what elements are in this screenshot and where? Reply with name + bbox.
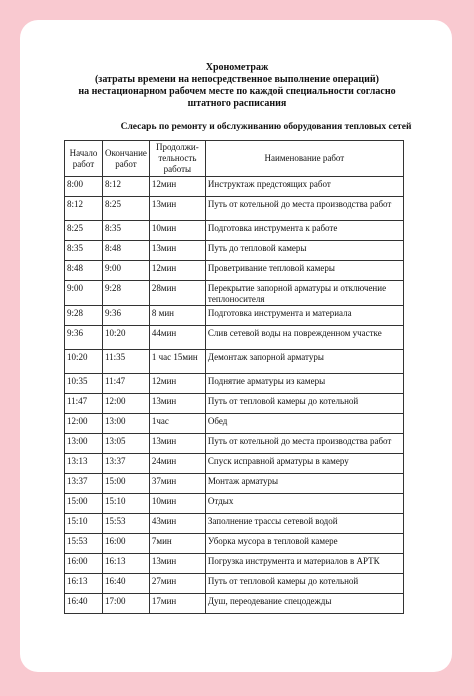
table-row [65, 350, 404, 374]
cell-work-name: Перекрытие запорной арматуры и отключение теплоносителя [205, 281, 403, 306]
cell-start: 15:53 [65, 534, 103, 554]
doc-title-line: (затраты времени на непосредственное выполнение операций) [94, 74, 380, 85]
cell-duration: 10мин [149, 494, 205, 514]
cell-work-name: Путь до тепловой камеры [205, 241, 403, 261]
cell-work-name: Проветривание тепловой камеры [205, 261, 403, 281]
cell-start: 13:13 [65, 454, 103, 474]
cell-duration: 12мин [149, 261, 205, 281]
header-name: Наименование работ [205, 141, 403, 177]
table-row [65, 241, 404, 261]
cell-start: 15:00 [65, 494, 103, 514]
cell-duration: 1 час 15мин [149, 350, 205, 374]
cell-work-name: Поднятие арматуры из камеры [205, 374, 403, 394]
table-row [65, 434, 404, 454]
cell-start: 8:48 [65, 261, 103, 281]
cell-duration: 7мин [149, 534, 205, 554]
cell-end: 15:10 [103, 494, 150, 514]
cell-start: 12:00 [65, 414, 103, 434]
cell-start: 11:47 [65, 394, 103, 414]
cell-duration: 13мин [149, 554, 205, 574]
cell-duration: 13мин [149, 197, 205, 221]
table-row [65, 554, 404, 574]
cell-start: 8:00 [65, 177, 103, 197]
cell-work-name: Отдых [205, 494, 403, 514]
cell-end: 8:25 [103, 197, 150, 221]
cell-start: 16:00 [65, 554, 103, 574]
cell-duration: 27мин [149, 574, 205, 594]
table-row [65, 414, 404, 434]
timing-table [64, 140, 404, 614]
cell-start: 9:36 [65, 326, 103, 350]
cell-work-name: Путь от котельной до места производства работ [205, 197, 403, 221]
cell-work-name: Заполнение трассы сетевой водой [205, 514, 403, 534]
cell-end: 16:40 [103, 574, 150, 594]
cell-work-name: Душ, переодевание спецодежды [205, 594, 403, 614]
table-row [65, 494, 404, 514]
cell-duration: 24мин [149, 454, 205, 474]
table-row [65, 261, 404, 281]
table-row [65, 281, 404, 306]
cell-duration: 17мин [149, 594, 205, 614]
cell-end: 9:36 [103, 306, 150, 326]
cell-duration: 13мин [149, 434, 205, 454]
cell-duration: 12мин [149, 374, 205, 394]
cell-duration: 10мин [149, 221, 205, 241]
cell-start: 15:10 [65, 514, 103, 534]
cell-end: 15:53 [103, 514, 150, 534]
cell-work-name: Подготовка инструмента и материала [205, 306, 403, 326]
cell-work-name: Путь от тепловой камеры до котельной [205, 574, 403, 594]
doc-title-line: на нестационарном рабочем месте по каждой специальности согласно [78, 86, 396, 97]
table-row [65, 306, 404, 326]
table-row [65, 574, 404, 594]
cell-duration: 13мин [149, 241, 205, 261]
cell-start: 10:20 [65, 350, 103, 374]
cell-start: 13:00 [65, 434, 103, 454]
cell-start: 16:13 [65, 574, 103, 594]
cell-duration: 43мин [149, 514, 205, 534]
header-duration: Продолжи-тельность работы [149, 141, 205, 177]
cell-end: 8:35 [103, 221, 150, 241]
cell-end: 11:47 [103, 374, 150, 394]
cell-work-name: Демонтаж запорной арматуры [205, 350, 403, 374]
header-start: Начало работ [65, 141, 103, 177]
cell-duration: 44мин [149, 326, 205, 350]
cell-work-name: Путь от тепловой камеры до котельной [205, 394, 403, 414]
cell-duration: 28мин [149, 281, 205, 306]
cell-duration: 12мин [149, 177, 205, 197]
cell-work-name: Слив сетевой воды на поврежденном участке [205, 326, 403, 350]
cell-end: 16:13 [103, 554, 150, 574]
cell-work-name: Уборка мусора в тепловой камере [205, 534, 403, 554]
header-end: Окончание работ [103, 141, 150, 177]
cell-work-name: Спуск исправной арматуры в камеру [205, 454, 403, 474]
table-row [65, 394, 404, 414]
cell-duration: 13мин [149, 394, 205, 414]
cell-work-name: Обед [205, 414, 403, 434]
cell-duration: 1час [149, 414, 205, 434]
cell-end: 12:00 [103, 394, 150, 414]
cell-start: 8:25 [65, 221, 103, 241]
doc-title-line: штатного расписания [187, 98, 287, 109]
table-row [65, 514, 404, 534]
cell-end: 8:12 [103, 177, 150, 197]
cell-end: 16:00 [103, 534, 150, 554]
cell-start: 10:35 [65, 374, 103, 394]
doc-subtitle: Слесарь по ремонту и обслуживанию оборудования тепловых сетей [120, 122, 412, 132]
cell-duration: 8 мин [149, 306, 205, 326]
cell-work-name: Путь от котельной до места производства работ [205, 434, 403, 454]
cell-end: 13:37 [103, 454, 150, 474]
table-row [65, 197, 404, 221]
table-row [65, 594, 404, 614]
cell-end: 13:00 [103, 414, 150, 434]
cell-start: 16:40 [65, 594, 103, 614]
cell-work-name: Погрузка инструмента и материалов в АРТК [205, 554, 403, 574]
cell-end: 13:05 [103, 434, 150, 454]
cell-start: 13:37 [65, 474, 103, 494]
cell-work-name: Инструктаж предстоящих работ [205, 177, 403, 197]
cell-end: 9:28 [103, 281, 150, 306]
table-row [65, 326, 404, 350]
table-row [65, 534, 404, 554]
cell-end: 15:00 [103, 474, 150, 494]
table-row [65, 221, 404, 241]
cell-work-name: Подготовка инструмента к работе [205, 221, 403, 241]
table-header-row [65, 141, 404, 177]
doc-title: Хронометраж [205, 62, 269, 73]
cell-end: 11:35 [103, 350, 150, 374]
table-row [65, 374, 404, 394]
cell-end: 8:48 [103, 241, 150, 261]
cell-start: 8:35 [65, 241, 103, 261]
cell-work-name: Монтаж арматуры [205, 474, 403, 494]
table-row [65, 177, 404, 197]
cell-end: 9:00 [103, 261, 150, 281]
table-row [65, 454, 404, 474]
cell-duration: 37мин [149, 474, 205, 494]
cell-start: 9:28 [65, 306, 103, 326]
table-row [65, 474, 404, 494]
cell-start: 9:00 [65, 281, 103, 306]
cell-start: 8:12 [65, 197, 103, 221]
cell-end: 10:20 [103, 326, 150, 350]
cell-end: 17:00 [103, 594, 150, 614]
